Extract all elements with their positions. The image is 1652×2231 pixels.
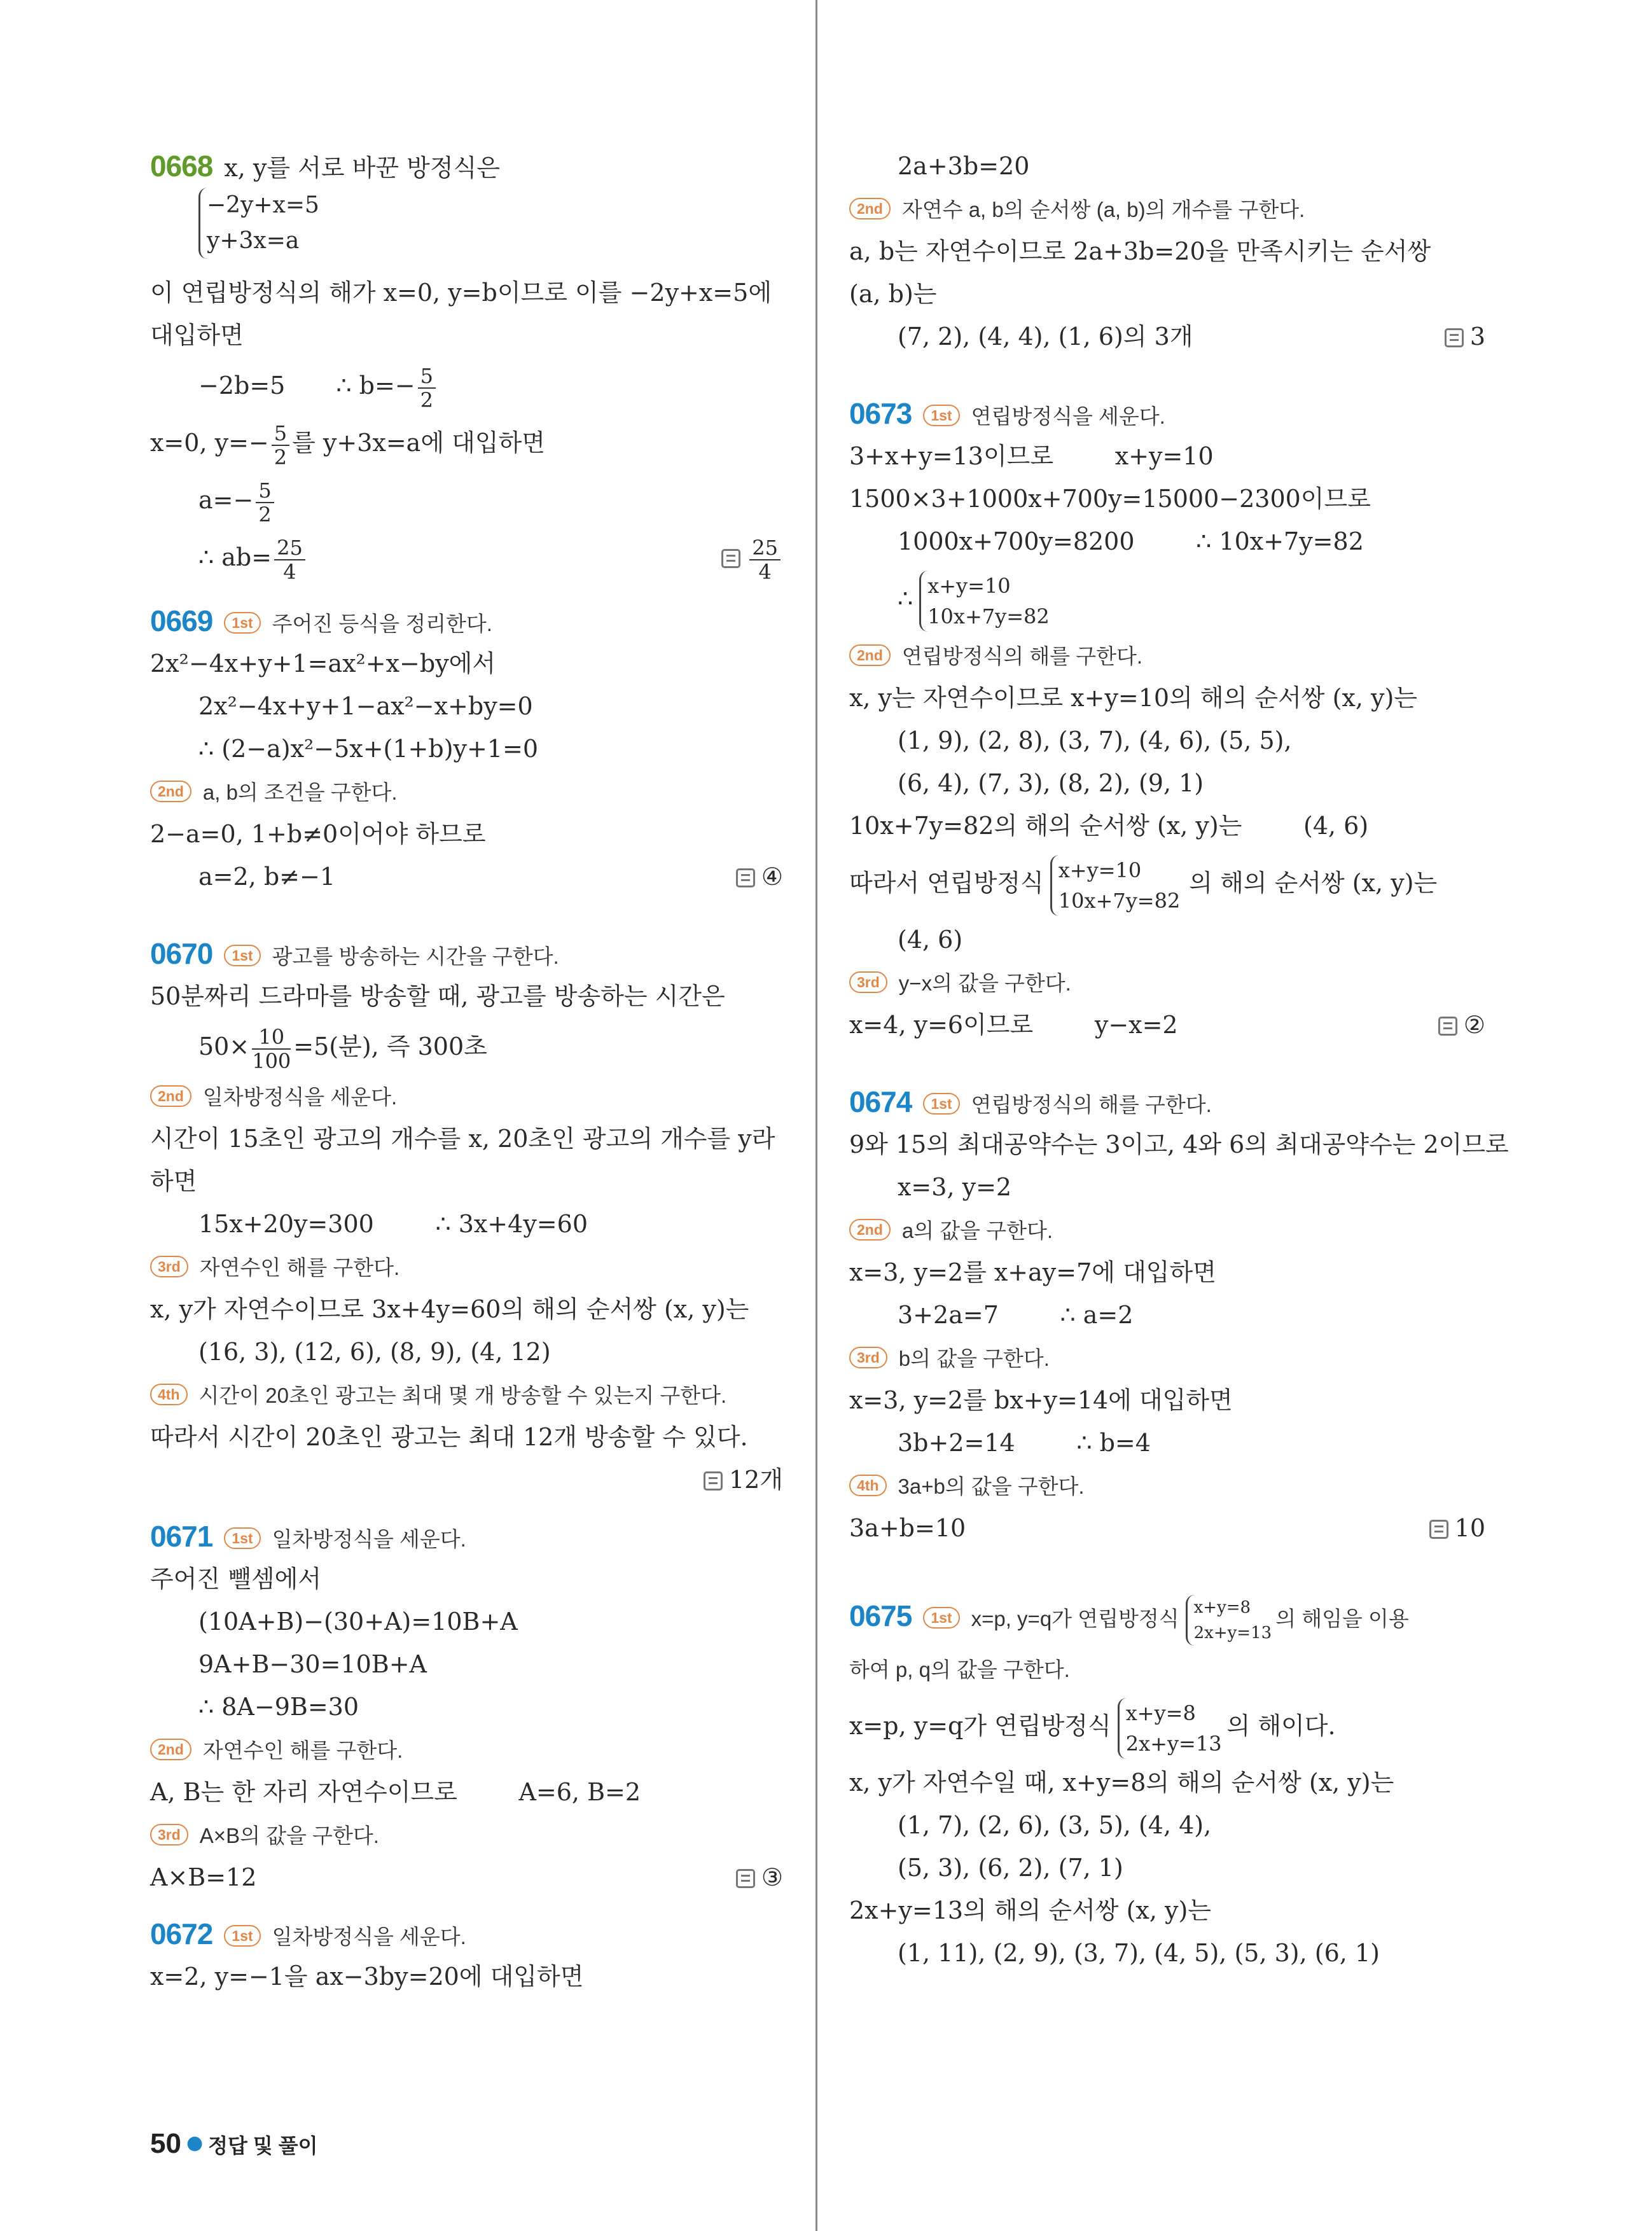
solution-line: (1, 9), (2, 8), (3, 7), (4, 6), (5, 5), bbox=[898, 726, 1292, 754]
step-badge: 2nd bbox=[150, 1085, 191, 1107]
right-column bbox=[849, 145, 1509, 1975]
solution-line: ∴ 8A−9B=30 bbox=[198, 1693, 359, 1721]
solution-line: x, y가 자연수이므로 3x+4y=60의 해의 순서쌍 (x, y)는 bbox=[150, 1295, 749, 1323]
solution-line: 9A+B−30=10B+A bbox=[198, 1650, 427, 1678]
step-line: 3rd 자연수인 해를 구한다. bbox=[150, 1246, 783, 1288]
solution-line: ∴ ab= $\frac{25}{4}$ $\frac{25}{4}$ bbox=[150, 529, 783, 586]
solution-line: (10A+B)−(30+A)=10B+A bbox=[198, 1608, 518, 1636]
solution-line: x=2, y=−1을 ax−3by=20에 대입하면 bbox=[150, 1963, 584, 1991]
solution-line: 대입하면 bbox=[150, 321, 244, 349]
step-badge: 1st bbox=[923, 1093, 959, 1115]
answer: 12개 bbox=[704, 1459, 783, 1501]
step-badge: 3rd bbox=[150, 1824, 188, 1845]
solution-line: 10x+7y=82의 해의 순서쌍 (x, y)는 (4, 6) bbox=[849, 812, 1369, 840]
solution-line: 2x²−4x+y+1=ax²+x−by에서 bbox=[150, 650, 496, 678]
step-badge: 1st bbox=[923, 405, 959, 426]
solution-line: ∴ (2−a)x²−5x+(1+b)y+1=0 bbox=[198, 735, 539, 763]
answer-line bbox=[150, 1459, 783, 1501]
solution-line: 1000x+700y=8200 ∴ 10x+7y=82 bbox=[898, 527, 1364, 555]
solution-line: 주어진 뺄셈에서 bbox=[150, 1565, 322, 1593]
solution-line: x, y는 자연수이므로 x+y=10의 해의 순서쌍 (x, y)는 bbox=[849, 684, 1418, 712]
step-badge: 4th bbox=[849, 1475, 887, 1496]
problem-0675-header: 0675 1st x=p, y=q가 연립방정식 x+y=8 2x+y=13 의 해임을 이용 bbox=[849, 1584, 1485, 1648]
left-column bbox=[150, 145, 783, 1998]
solution-line: (1, 7), (2, 6), (3, 5), (4, 4), bbox=[898, 1811, 1212, 1839]
page-footer bbox=[150, 2128, 317, 2160]
solution-line: 2x²−4x+y+1−ax²−x+by=0 bbox=[198, 692, 533, 720]
solution-line: a=2, b≠−1 ④ bbox=[150, 856, 783, 898]
problem-0674-header: 0674 1st 연립방정식의 해를 구한다. bbox=[849, 1085, 1212, 1118]
solution-line: x=0, y=− $\frac{5}{2}$ 를 y+3x=a에 대입하면 bbox=[150, 420, 545, 469]
solution-line: 2−a=0, 1+b≠0이어야 하므로 bbox=[150, 820, 486, 848]
solution-line: (5, 3), (6, 2), (7, 1) bbox=[898, 1854, 1123, 1882]
step-badge: 1st bbox=[224, 1527, 260, 1549]
fraction: $\frac{10}{100}$ bbox=[252, 1024, 291, 1073]
solution-line: x, y가 자연수일 때, x+y=8의 해의 순서쌍 (x, y)는 bbox=[849, 1769, 1394, 1797]
solution-line: x=3, y=2를 bx+y=14에 대입하면 bbox=[849, 1386, 1233, 1414]
step-badge: 4th bbox=[150, 1384, 188, 1405]
problem-number: 0668 bbox=[150, 149, 213, 183]
step-badge: 2nd bbox=[849, 644, 891, 666]
answer-icon bbox=[1429, 1520, 1448, 1539]
step-line: 2nd a, b의 조건을 구한다. bbox=[150, 770, 783, 813]
solution-line: A×B=12 ③ bbox=[150, 1856, 783, 1899]
solution-line: 하면 bbox=[150, 1167, 197, 1195]
step-badge: 2nd bbox=[849, 1219, 891, 1241]
column-divider bbox=[816, 0, 817, 2231]
step-line: 2nd 일차방정식을 세운다. bbox=[150, 1075, 783, 1118]
problem-0671-header: 0671 1st 일차방정식을 세운다. bbox=[150, 1520, 466, 1553]
solution-line: 2a+3b=20 bbox=[898, 152, 1030, 180]
solution-line: 15x+20y=300 ∴ 3x+4y=60 bbox=[198, 1210, 588, 1238]
solution-line: 따라서 시간이 20초인 광고는 최대 12개 방송할 수 있다. bbox=[150, 1423, 748, 1451]
answer-icon bbox=[1438, 1017, 1457, 1036]
solution-line: 50× $\frac{10}{100}$ =5(분), 즉 300초 bbox=[198, 1024, 487, 1073]
step-line: 하여 p, q의 값을 구한다. bbox=[849, 1658, 1070, 1681]
solution-line: 3+2a=7 ∴ a=2 bbox=[898, 1301, 1134, 1329]
solution-line: 이 연립방정식의 해가 x=0, y=b이므로 이를 −2y+x=5에 bbox=[150, 279, 772, 307]
problem-number: 0671 bbox=[150, 1520, 213, 1553]
solution-line: x=4, y=6이므로 y−x=2 ② bbox=[849, 1004, 1485, 1046]
step-line: 4th 시간이 20초인 광고는 최대 몇 개 방송할 수 있는지 구한다. bbox=[150, 1373, 783, 1416]
problem-number: 0672 bbox=[150, 1917, 213, 1950]
problem-number: 0669 bbox=[150, 604, 213, 637]
fraction: $\frac{5}{2}$ bbox=[272, 422, 289, 469]
answer-icon bbox=[1445, 328, 1464, 347]
step-badge: 2nd bbox=[150, 1739, 191, 1760]
step-badge: 1st bbox=[224, 612, 260, 634]
answer: ② bbox=[1438, 1004, 1485, 1046]
answer: ④ bbox=[736, 856, 783, 898]
answer-icon bbox=[704, 1471, 723, 1491]
solution-line: (16, 3), (12, 6), (8, 9), (4, 12) bbox=[198, 1338, 551, 1366]
solution-line: x=3, y=2 bbox=[898, 1173, 1012, 1201]
problem-number: 0675 bbox=[849, 1599, 912, 1632]
answer: $\frac{25}{4}$ bbox=[721, 529, 783, 586]
solution-line: (a, b)는 bbox=[849, 280, 937, 308]
step-badge: 1st bbox=[224, 945, 260, 966]
equation-system: ∴ x+y=10 10x+7y=82 bbox=[849, 563, 1485, 634]
solution-line: −2b=5 ∴ b=− $\frac{5}{2}$ bbox=[150, 357, 783, 414]
problem-number: 0674 bbox=[849, 1085, 912, 1118]
solution-line: 3a+b=10 10 bbox=[849, 1507, 1485, 1550]
fraction: $\frac{5}{2}$ bbox=[418, 365, 436, 412]
solution-line: 50분짜리 드라마를 방송할 때, 광고를 방송하는 시간은 bbox=[150, 982, 725, 1010]
step-line: 3rd y−x의 값을 구한다. bbox=[849, 961, 1485, 1004]
solution-line: a, b는 자연수이므로 2a+3b=20을 만족시키는 순서쌍 bbox=[849, 237, 1431, 265]
problem-number: 0670 bbox=[150, 937, 213, 970]
step-line: 2nd 자연수인 해를 구한다. bbox=[150, 1728, 783, 1771]
answer-icon bbox=[736, 868, 755, 887]
solution-line: 시간이 15초인 광고의 개수를 x, 20초인 광고의 개수를 y라 bbox=[150, 1125, 775, 1153]
solution-line: 3b+2=14 ∴ b=4 bbox=[898, 1429, 1151, 1457]
solution-line: A, B는 한 자리 자연수이므로 A=6, B=2 bbox=[150, 1778, 641, 1806]
solution-line: a=− $\frac{5}{2}$ bbox=[150, 471, 783, 529]
problem-number: 0673 bbox=[849, 397, 912, 430]
problem-0670-header: 0670 1st 광고를 방송하는 시간을 구한다. bbox=[150, 937, 559, 970]
fraction: $\frac{5}{2}$ bbox=[256, 479, 274, 526]
step-line: 3rd A×B의 값을 구한다. bbox=[150, 1814, 783, 1856]
bullet-icon: ● bbox=[186, 2132, 204, 2154]
step-badge: 2nd bbox=[150, 781, 191, 802]
step-line: 4th 3a+b의 값을 구한다. bbox=[849, 1464, 1485, 1507]
problem-0668-header: 0668 x, y를 서로 바꾼 방정식은 bbox=[150, 149, 501, 183]
answer: 3 bbox=[1445, 316, 1485, 358]
answer-icon bbox=[736, 1869, 755, 1888]
solution-line: (6, 4), (7, 3), (8, 2), (9, 1) bbox=[898, 769, 1204, 797]
answer-icon bbox=[721, 549, 740, 568]
step-badge: 2nd bbox=[849, 198, 891, 219]
step-line: 3rd b의 값을 구한다. bbox=[849, 1337, 1485, 1379]
answer: 10 bbox=[1429, 1507, 1485, 1550]
problem-0673-header: 0673 1st 연립방정식을 세운다. bbox=[849, 397, 1165, 430]
footer-label: 정답 및 풀이 bbox=[208, 2134, 318, 2157]
step-badge: 3rd bbox=[150, 1256, 188, 1277]
solution-line: (4, 6) bbox=[898, 926, 963, 954]
solution-line: 2x+y=13의 해의 순서쌍 (x, y)는 bbox=[849, 1896, 1212, 1924]
fraction: $\frac{25}{4}$ bbox=[274, 536, 305, 583]
equation-system: −2y+x=5 y+3x=a bbox=[150, 188, 783, 272]
step-line: 2nd a의 값을 구한다. bbox=[849, 1209, 1485, 1251]
step-badge: 1st bbox=[224, 1925, 260, 1947]
step-badge: 1st bbox=[923, 1607, 959, 1629]
problem-0669-header: 0669 1st 주어진 등식을 정리한다. bbox=[150, 604, 492, 637]
step-line: 2nd 자연수 a, b의 순서쌍 (a, b)의 개수를 구한다. bbox=[849, 188, 1485, 230]
solution-line: (7, 2), (4, 4), (1, 6)의 3개 3 bbox=[849, 316, 1485, 358]
step-badge: 3rd bbox=[849, 1347, 887, 1368]
step-line: 2nd 연립방정식의 해를 구한다. bbox=[849, 634, 1485, 677]
solution-line: 3+x+y=13이므로 x+y=10 bbox=[849, 442, 1214, 470]
page-number: 50 bbox=[150, 2128, 181, 2159]
solution-line: 따라서 연립방정식 x+y=10 10x+7y=82 의 해의 순서쌍 (x, y)는 bbox=[849, 847, 1485, 919]
solution-line: x=3, y=2를 x+ay=7에 대입하면 bbox=[849, 1258, 1216, 1286]
problem-0672-header: 0672 1st 일차방정식을 세운다. bbox=[150, 1917, 466, 1950]
solution-line: x=p, y=q가 연립방정식 x+y=8 2x+y=13 의 해이다. bbox=[849, 1690, 1485, 1762]
answer: ③ bbox=[736, 1856, 783, 1899]
solution-line: 9와 15의 최대공약수는 3이고, 4와 6의 최대공약수는 2이므로 bbox=[849, 1130, 1509, 1158]
step-badge: 3rd bbox=[849, 971, 887, 993]
solution-line: 1500×3+1000x+700y=15000−2300이므로 bbox=[849, 485, 1371, 513]
solution-line: (1, 11), (2, 9), (3, 7), (4, 5), (5, 3), (6, 1) bbox=[898, 1939, 1380, 1967]
